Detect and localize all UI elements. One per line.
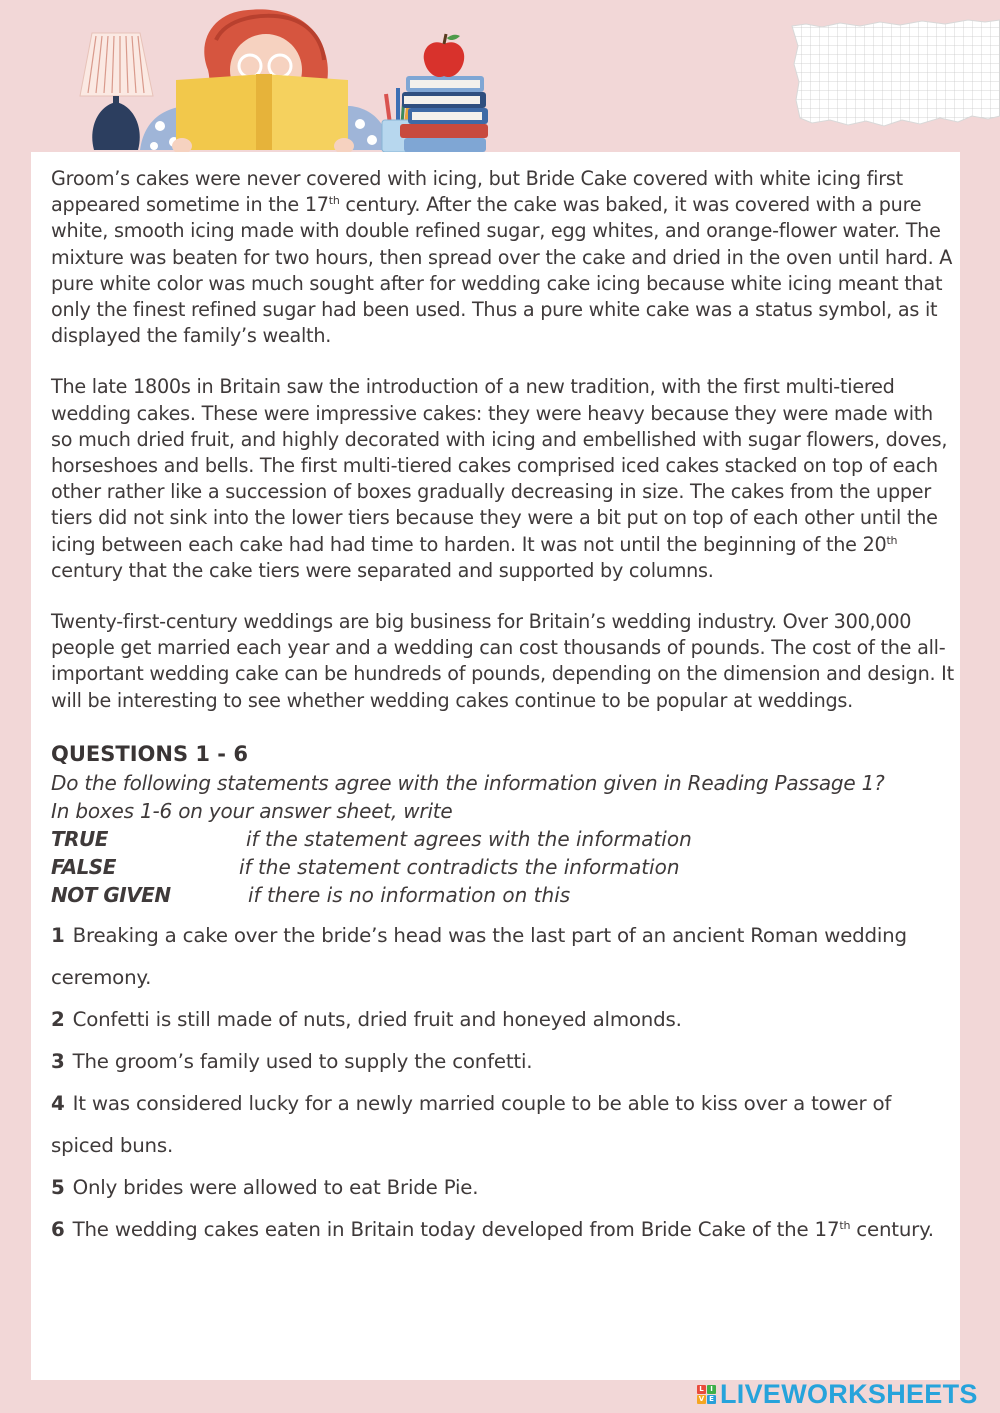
liveworksheets-logo-icon bbox=[697, 1385, 716, 1404]
question-number: 6 bbox=[51, 1217, 65, 1241]
worksheet-content bbox=[51, 166, 956, 1251]
answer-key-description: if there is no information on this bbox=[248, 882, 571, 907]
text-run: century that the cake tiers were separated and supported by columns. bbox=[51, 558, 714, 582]
text-run: The groom’s family used to supply the confetti. bbox=[72, 1049, 533, 1073]
passage-paragraph bbox=[51, 609, 956, 714]
liveworksheets-watermark bbox=[697, 1378, 978, 1410]
answer-key-label: FALSE bbox=[51, 854, 116, 879]
answer-key-description: if the statement agrees with the information bbox=[246, 826, 692, 851]
question-number: 1 bbox=[51, 923, 65, 947]
reader-illustration bbox=[140, 9, 390, 154]
question-item bbox=[51, 1083, 956, 1167]
question-item bbox=[51, 1167, 956, 1209]
text-run: Breaking a cake over the bride’s head was the last part of an ancient Roman wedding ceremony. bbox=[51, 923, 907, 989]
question-number: 5 bbox=[51, 1175, 65, 1199]
question-number: 2 bbox=[51, 1007, 65, 1031]
passage-paragraph bbox=[51, 166, 956, 349]
text-run: century. bbox=[850, 1217, 934, 1241]
question-item bbox=[51, 1209, 956, 1251]
text-run: Groom’s cakes were never covered with icing, but Bride Cake covered with white icing first appeared sometime in the 17 bbox=[51, 167, 903, 217]
logo-letter: L bbox=[697, 1385, 706, 1394]
question-item bbox=[51, 1041, 956, 1083]
superscript-text: th bbox=[328, 194, 340, 208]
logo-letter: V bbox=[698, 1394, 705, 1403]
instruction-line: In boxes 1-6 on your answer sheet, write bbox=[51, 798, 453, 823]
worksheet-page bbox=[31, 152, 960, 1380]
text-run: Confetti is still made of nuts, dried fruit and honeyed almonds. bbox=[72, 1007, 682, 1031]
questions-heading: QUESTIONS 1 - 6 bbox=[51, 741, 248, 766]
book-stack-icon bbox=[400, 76, 488, 152]
liveworksheets-wordmark: LIVEWORKSHEETS bbox=[720, 1378, 978, 1409]
answer-key-row bbox=[51, 825, 956, 853]
logo-letter: E bbox=[707, 1395, 716, 1404]
logo-letter: I bbox=[707, 1385, 716, 1394]
questions-section bbox=[51, 739, 956, 1251]
header-illustration bbox=[0, 0, 1000, 155]
text-run: The late 1800s in Britain saw the introduction of a new tradition, with the first multi-tiered wedding cakes. These were impressive cakes: they were heavy because they were made with so much dried fruit, and highly decorated with icing and embellished with sugar flowers, doves, horseshoes and bells. The first multi-tiered cakes comprised iced cakes stacked on top of each other rather like a succession of boxes gradually decreasing in size. The cakes from the upper tiers did not sink into the lower tiers because they were a bit put on top of each other until the icing between each cake had had time to harden. It was not until the beginning of the 20 bbox=[51, 375, 948, 556]
text-run: It was considered lucky for a newly married couple to be able to kiss over a tower of spiced buns. bbox=[51, 1091, 892, 1157]
instruction-line: Do the following statements agree with the information given in Reading Passage 1? bbox=[51, 770, 885, 795]
answer-key-description: if the statement contradicts the information bbox=[239, 854, 680, 879]
answer-key-label: TRUE bbox=[51, 826, 108, 851]
text-run: The wedding cakes eaten in Britain today developed from Bride Cake of the 17 bbox=[72, 1217, 840, 1241]
answer-key-row bbox=[51, 881, 956, 909]
question-item bbox=[51, 999, 956, 1041]
reading-passage bbox=[51, 166, 956, 714]
graph-paper-note bbox=[792, 20, 1000, 126]
superscript-text: th bbox=[839, 1218, 851, 1232]
text-run: Only brides were allowed to eat Bride Pie. bbox=[72, 1175, 479, 1199]
answer-key-label: NOT GIVEN bbox=[51, 882, 171, 907]
superscript-text: th bbox=[886, 533, 898, 547]
lamp-icon bbox=[80, 33, 153, 150]
question-number: 3 bbox=[51, 1049, 65, 1073]
text-run: Twenty-first-century weddings are big business for Britain’s wedding industry. Over 300,000 people get married each year and a wedding can cost thousands of pounds. The cost of the all-important wedding cake can be hundreds of pounds, depending on the dimension and design. It will be interesting to see whether wedding cakes continue to be popular at weddings. bbox=[51, 610, 954, 712]
answer-key-row bbox=[51, 853, 956, 881]
question-item bbox=[51, 915, 956, 999]
question-number: 4 bbox=[51, 1091, 65, 1115]
question-list bbox=[51, 915, 956, 1251]
apple-icon bbox=[424, 34, 465, 77]
text-run: century. After the cake was baked, it was covered with a pure white, smooth icing made with double refined sugar, egg whites, and orange-flower water. The mixture was beaten for two hours, then spread over the cake and dried in the oven until hard. A pure white color was much sought after for wedding cake icing because white icing meant that only the finest refined sugar had been used. Thus a pure white cake was a status symbol, as it displayed the family’s wealth. bbox=[51, 193, 953, 348]
passage-paragraph bbox=[51, 374, 956, 584]
